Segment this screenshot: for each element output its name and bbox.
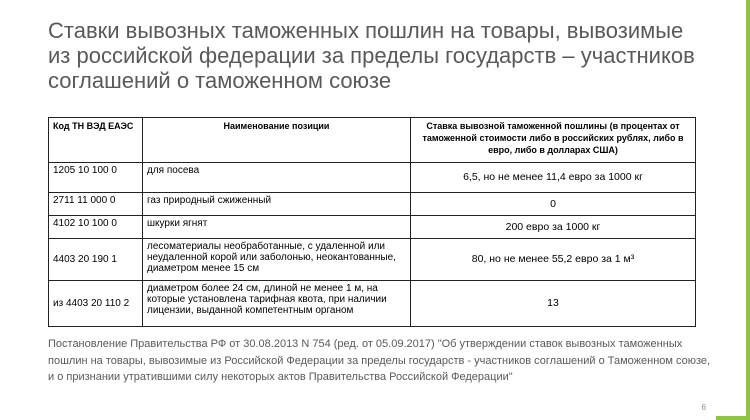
accent-bar-bottom [716,416,750,420]
table-row [49,163,696,193]
row-code: 4102 10 100 0 [49,216,143,239]
row-name: для посева [143,163,411,193]
header-rate: Ставка вывозной таможенной пошлины (в процентах от таможенной стоимости либо в российских рублях, либо в евро, либо в долларах США) [411,118,696,163]
row-code: 2711 11 000 0 [49,193,143,216]
row-code: 4403 20 190 1 [49,239,143,281]
table-header-row [49,118,696,163]
table-row [49,216,696,239]
row-rate: 13 [411,281,696,327]
slide-title: Ставки вывозных таможенных пошлин на товары, вывозимые из российской федерации за пределы государств – участников соглашений о таможенном союзе [48,18,695,93]
row-rate: 80, но не менее 55,2 евро за 1 м³ [411,239,696,281]
accent-bar [746,0,750,420]
table-row [49,281,696,327]
row-name: шкурки ягнят [143,216,411,239]
row-rate: 6,5, но не менее 11,4 евро за 1000 кг [411,163,696,193]
table-row [49,193,696,216]
row-code: из 4403 20 110 2 [49,281,143,327]
row-code: 1205 10 100 0 [49,163,143,193]
source-note: Постановление Правительства РФ от 30.08.2013 N 754 (ред. от 05.09.2017) "Об утверждении ставок вывозных таможенных пошлин на товары, вывозимые из Российской Федерации за пределы государств - участников соглашений о Таможенном союзе, и о признании утратившими силу некоторых актов Правительства Российской Федерации" [48,338,711,383]
header-name: Наименование позиции [143,118,411,163]
header-code: Код ТН ВЭД ЕАЭС [49,118,143,163]
row-name: диаметром более 24 см, длиной не менее 1 м, на которые установлена тарифная квота, при наличии лицензии, выданной компетентным органом [143,281,411,327]
page-number: 6 [701,403,706,412]
row-name: лесоматериалы необработанные, с удаленной или неудаленной корой или заболонью, неокантованные, диаметром менее 15 см [143,239,411,281]
duty-rates-table [48,117,696,327]
row-rate: 0 [411,193,696,216]
table-row [49,239,696,281]
row-name: газ природный сжиженный [143,193,411,216]
row-rate: 200 евро за 1000 кг [411,216,696,239]
